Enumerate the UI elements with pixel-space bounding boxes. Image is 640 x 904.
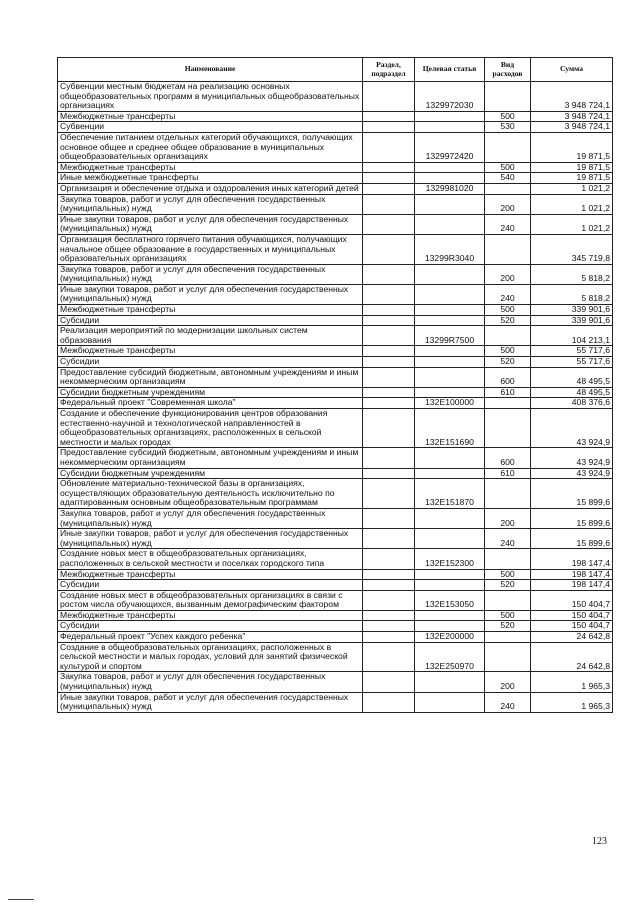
table-row: [58, 529, 613, 549]
row-section: [363, 357, 415, 368]
table-row: [58, 305, 613, 316]
table-row: [58, 111, 613, 122]
table-row: [58, 580, 613, 591]
row-target: [415, 305, 485, 316]
row-section: [363, 315, 415, 326]
row-type: [485, 183, 531, 194]
row-section: [363, 82, 415, 112]
header-section: Раздел, подраздел: [363, 58, 415, 82]
row-name: Межбюджетные трансферты: [58, 305, 363, 316]
table-row: [58, 315, 613, 326]
row-type: [485, 642, 531, 672]
row-target: [415, 214, 485, 234]
row-name: Иные межбюджетные трансферты: [58, 173, 363, 184]
row-type: 240: [485, 284, 531, 304]
row-name: Обновление материально-технической базы в организациях, осуществляющих образовательную деятельность исключительно по адаптированным основным общеобразовательным программам: [58, 479, 363, 509]
row-sum: 3 948 724,1: [531, 122, 613, 133]
header-name: Наименование: [58, 58, 363, 82]
row-name: Обеспечение питанием отдельных категорий обучающихся, получающих основное общее и среднее общее образование в муниципальных общеобразовательных организациях: [58, 132, 363, 162]
row-name: Организация бесплатного горячего питания обучающихся, получающих начальное общее образование в государственных и муниципальных образовательных организациях: [58, 234, 363, 264]
table-header-row: [58, 58, 613, 82]
row-sum: 19 871,5: [531, 162, 613, 173]
row-name: Создание новых мест в общеобразовательных организациях, расположенных в сельской местности и поселках городского типа: [58, 549, 363, 569]
row-type: 500: [485, 569, 531, 580]
row-type: 520: [485, 621, 531, 632]
row-name: Закупка товаров, работ и услуг для обеспечения государственных (муниципальных) нужд: [58, 672, 363, 692]
row-name: Субсидии: [58, 621, 363, 632]
table-row: [58, 692, 613, 712]
table-row: [58, 234, 613, 264]
row-name: Организация и обеспечение отдыха и оздоровления иных категорий детей: [58, 183, 363, 194]
row-type: 500: [485, 610, 531, 621]
row-target: [415, 264, 485, 284]
row-target: [415, 315, 485, 326]
row-section: [363, 529, 415, 549]
row-sum: 43 924,9: [531, 409, 613, 448]
row-target: [415, 672, 485, 692]
row-type: 520: [485, 580, 531, 591]
row-section: [363, 367, 415, 387]
row-sum: 24 642,8: [531, 642, 613, 672]
row-name: Федеральный проект "Современная школа": [58, 398, 363, 409]
table-row: [58, 387, 613, 398]
row-type: [485, 549, 531, 569]
row-type: 610: [485, 468, 531, 479]
row-sum: 150 404,7: [531, 621, 613, 632]
row-type: [485, 132, 531, 162]
table-row: [58, 346, 613, 357]
row-name: Субвенции местным бюджетам на реализацию основных общеобразовательных программ в муниципальных общеобразовательных организациях: [58, 82, 363, 112]
row-target: [415, 367, 485, 387]
row-sum: 43 924,9: [531, 468, 613, 479]
row-target: [415, 610, 485, 621]
row-target: [415, 162, 485, 173]
table-row: [58, 621, 613, 632]
table-row: [58, 357, 613, 368]
row-sum: 408 376,6: [531, 398, 613, 409]
row-target: [415, 569, 485, 580]
table-row: [58, 326, 613, 346]
row-sum: 198 147,4: [531, 569, 613, 580]
row-section: [363, 580, 415, 591]
page-number: 123: [592, 836, 607, 847]
row-section: [363, 632, 415, 643]
row-name: Закупка товаров, работ и услуг для обеспечения государственных (муниципальных) нужд: [58, 194, 363, 214]
row-type: 540: [485, 173, 531, 184]
row-sum: 1 021,2: [531, 214, 613, 234]
row-target: 132E153050: [415, 590, 485, 610]
row-sum: 3 948 724,1: [531, 82, 613, 112]
row-sum: 1 965,3: [531, 692, 613, 712]
row-section: [363, 264, 415, 284]
row-target: 132E250970: [415, 642, 485, 672]
row-target: [415, 621, 485, 632]
row-section: [363, 398, 415, 409]
row-section: [363, 569, 415, 580]
row-target: 1329972030: [415, 82, 485, 112]
row-section: [363, 326, 415, 346]
row-section: [363, 305, 415, 316]
row-section: [363, 162, 415, 173]
row-section: [363, 672, 415, 692]
row-target: [415, 122, 485, 133]
row-sum: 55 717,6: [531, 357, 613, 368]
row-target: [415, 448, 485, 468]
row-section: [363, 194, 415, 214]
row-target: 132E152300: [415, 549, 485, 569]
row-type: 600: [485, 448, 531, 468]
table-row: [58, 173, 613, 184]
row-section: [363, 448, 415, 468]
row-name: Субсидии: [58, 357, 363, 368]
row-name: Предоставление субсидий бюджетным, автономным учреждениям и иным некоммерческим организациям: [58, 367, 363, 387]
row-target: [415, 111, 485, 122]
row-section: [363, 111, 415, 122]
table-row: [58, 479, 613, 509]
row-sum: 15 899,6: [531, 508, 613, 528]
row-sum: 345 719,8: [531, 234, 613, 264]
row-name: Иные закупки товаров, работ и услуг для обеспечения государственных (муниципальных) нужд: [58, 692, 363, 712]
row-name: Межбюджетные трансферты: [58, 162, 363, 173]
row-sum: 198 147,4: [531, 580, 613, 591]
table-row: [58, 549, 613, 569]
row-type: 500: [485, 162, 531, 173]
row-type: [485, 632, 531, 643]
table-row: [58, 672, 613, 692]
row-type: [485, 409, 531, 448]
row-section: [363, 234, 415, 264]
row-type: 200: [485, 508, 531, 528]
row-target: 132E100000: [415, 398, 485, 409]
row-type: 240: [485, 692, 531, 712]
row-section: [363, 621, 415, 632]
row-sum: 15 899,6: [531, 479, 613, 509]
row-sum: 19 871,5: [531, 173, 613, 184]
row-name: Межбюджетные трансферты: [58, 111, 363, 122]
row-sum: 150 404,7: [531, 610, 613, 621]
header-target: Целевая статья: [415, 58, 485, 82]
row-sum: 43 924,9: [531, 448, 613, 468]
table-row: [58, 508, 613, 528]
row-target: 132E151870: [415, 479, 485, 509]
row-sum: 19 871,5: [531, 132, 613, 162]
row-section: [363, 508, 415, 528]
row-name: Межбюджетные трансферты: [58, 569, 363, 580]
table-row: [58, 468, 613, 479]
row-sum: 104 213,1: [531, 326, 613, 346]
row-name: Федеральный проект "Успех каждого ребенка": [58, 632, 363, 643]
row-type: 530: [485, 122, 531, 133]
row-sum: 1 021,2: [531, 183, 613, 194]
row-sum: 150 404,7: [531, 590, 613, 610]
row-sum: 55 717,6: [531, 346, 613, 357]
row-section: [363, 284, 415, 304]
row-type: 240: [485, 214, 531, 234]
row-target: [415, 468, 485, 479]
row-sum: 48 495,5: [531, 387, 613, 398]
row-name: Реализация мероприятий по модернизации школьных систем образования: [58, 326, 363, 346]
row-target: [415, 346, 485, 357]
table-row: [58, 409, 613, 448]
row-type: 520: [485, 357, 531, 368]
row-name: Иные закупки товаров, работ и услуг для обеспечения государственных (муниципальных) нужд: [58, 214, 363, 234]
header-type: Вид расходов: [485, 58, 531, 82]
row-section: [363, 409, 415, 448]
row-name: Субвенции: [58, 122, 363, 133]
row-type: 500: [485, 346, 531, 357]
row-name: Межбюджетные трансферты: [58, 610, 363, 621]
row-target: 132E151690: [415, 409, 485, 448]
row-section: [363, 692, 415, 712]
row-target: 13299R3040: [415, 234, 485, 264]
row-sum: 3 948 724,1: [531, 111, 613, 122]
row-sum: 198 147,4: [531, 549, 613, 569]
row-type: 200: [485, 194, 531, 214]
row-section: [363, 122, 415, 133]
row-section: [363, 173, 415, 184]
row-name: Создание и обеспечение функционирования центров образования естественно-научной и технологической направленностей в общеобразовательных организациях, расположенных в сельской местности и малых городах: [58, 409, 363, 448]
row-name: Межбюджетные трансферты: [58, 346, 363, 357]
table-row: [58, 569, 613, 580]
row-name: Предоставление субсидий бюджетным, автономным учреждениям и иным некоммерческим организациям: [58, 448, 363, 468]
table-row: [58, 82, 613, 112]
budget-page: [57, 57, 612, 713]
row-target: 132E200000: [415, 632, 485, 643]
table-row: [58, 398, 613, 409]
footer-rule: [8, 899, 34, 900]
row-type: [485, 398, 531, 409]
table-row: [58, 132, 613, 162]
table-row: [58, 162, 613, 173]
row-type: 240: [485, 529, 531, 549]
row-type: [485, 234, 531, 264]
table-row: [58, 214, 613, 234]
row-target: [415, 194, 485, 214]
row-name: Субсидии: [58, 580, 363, 591]
row-target: [415, 580, 485, 591]
row-name: Иные закупки товаров, работ и услуг для обеспечения государственных (муниципальных) нужд: [58, 529, 363, 549]
table-row: [58, 264, 613, 284]
row-name: Иные закупки товаров, работ и услуг для обеспечения государственных (муниципальных) нужд: [58, 284, 363, 304]
budget-table: [57, 57, 613, 713]
table-row: [58, 610, 613, 621]
row-section: [363, 642, 415, 672]
table-body: [58, 82, 613, 713]
header-sum: Сумма: [531, 58, 613, 82]
row-type: 600: [485, 367, 531, 387]
row-section: [363, 132, 415, 162]
row-section: [363, 610, 415, 621]
row-target: [415, 508, 485, 528]
row-sum: 15 899,6: [531, 529, 613, 549]
row-section: [363, 590, 415, 610]
row-target: [415, 529, 485, 549]
row-type: 500: [485, 305, 531, 316]
row-sum: 1 965,3: [531, 672, 613, 692]
row-name: Закупка товаров, работ и услуг для обеспечения государственных (муниципальных) нужд: [58, 508, 363, 528]
row-target: [415, 387, 485, 398]
row-section: [363, 479, 415, 509]
row-sum: 5 818,2: [531, 284, 613, 304]
row-name: Создание новых мест в общеобразовательных организациях в связи с ростом числа обучающихся, вызванным демографическим фактором: [58, 590, 363, 610]
table-row: [58, 194, 613, 214]
row-type: 500: [485, 111, 531, 122]
row-type: [485, 82, 531, 112]
row-name: Создание в общеобразовательных организациях, расположенных в сельской местности и малых городах, условий для занятий физической культурой и спортом: [58, 642, 363, 672]
row-target: 13299R7500: [415, 326, 485, 346]
table-row: [58, 642, 613, 672]
row-type: 200: [485, 672, 531, 692]
row-target: [415, 173, 485, 184]
row-target: 1329981020: [415, 183, 485, 194]
row-sum: 24 642,8: [531, 632, 613, 643]
table-row: [58, 122, 613, 133]
row-section: [363, 387, 415, 398]
row-section: [363, 346, 415, 357]
table-row: [58, 284, 613, 304]
row-sum: 339 901,6: [531, 305, 613, 316]
row-section: [363, 549, 415, 569]
table-row: [58, 590, 613, 610]
row-type: 200: [485, 264, 531, 284]
row-target: [415, 284, 485, 304]
row-name: Субсидии бюджетным учреждениям: [58, 468, 363, 479]
row-target: [415, 692, 485, 712]
row-sum: 339 901,6: [531, 315, 613, 326]
row-type: [485, 479, 531, 509]
row-name: Субсидии: [58, 315, 363, 326]
row-type: 610: [485, 387, 531, 398]
row-type: 520: [485, 315, 531, 326]
row-sum: 1 021,2: [531, 194, 613, 214]
table-row: [58, 448, 613, 468]
row-section: [363, 468, 415, 479]
row-target: [415, 357, 485, 368]
table-row: [58, 632, 613, 643]
table-row: [58, 367, 613, 387]
table-row: [58, 183, 613, 194]
row-target: 1329972420: [415, 132, 485, 162]
row-sum: 5 818,2: [531, 264, 613, 284]
row-name: Закупка товаров, работ и услуг для обеспечения государственных (муниципальных) нужд: [58, 264, 363, 284]
row-type: [485, 326, 531, 346]
row-section: [363, 214, 415, 234]
row-type: [485, 590, 531, 610]
row-name: Субсидии бюджетным учреждениям: [58, 387, 363, 398]
row-section: [363, 183, 415, 194]
row-sum: 48 495,5: [531, 367, 613, 387]
